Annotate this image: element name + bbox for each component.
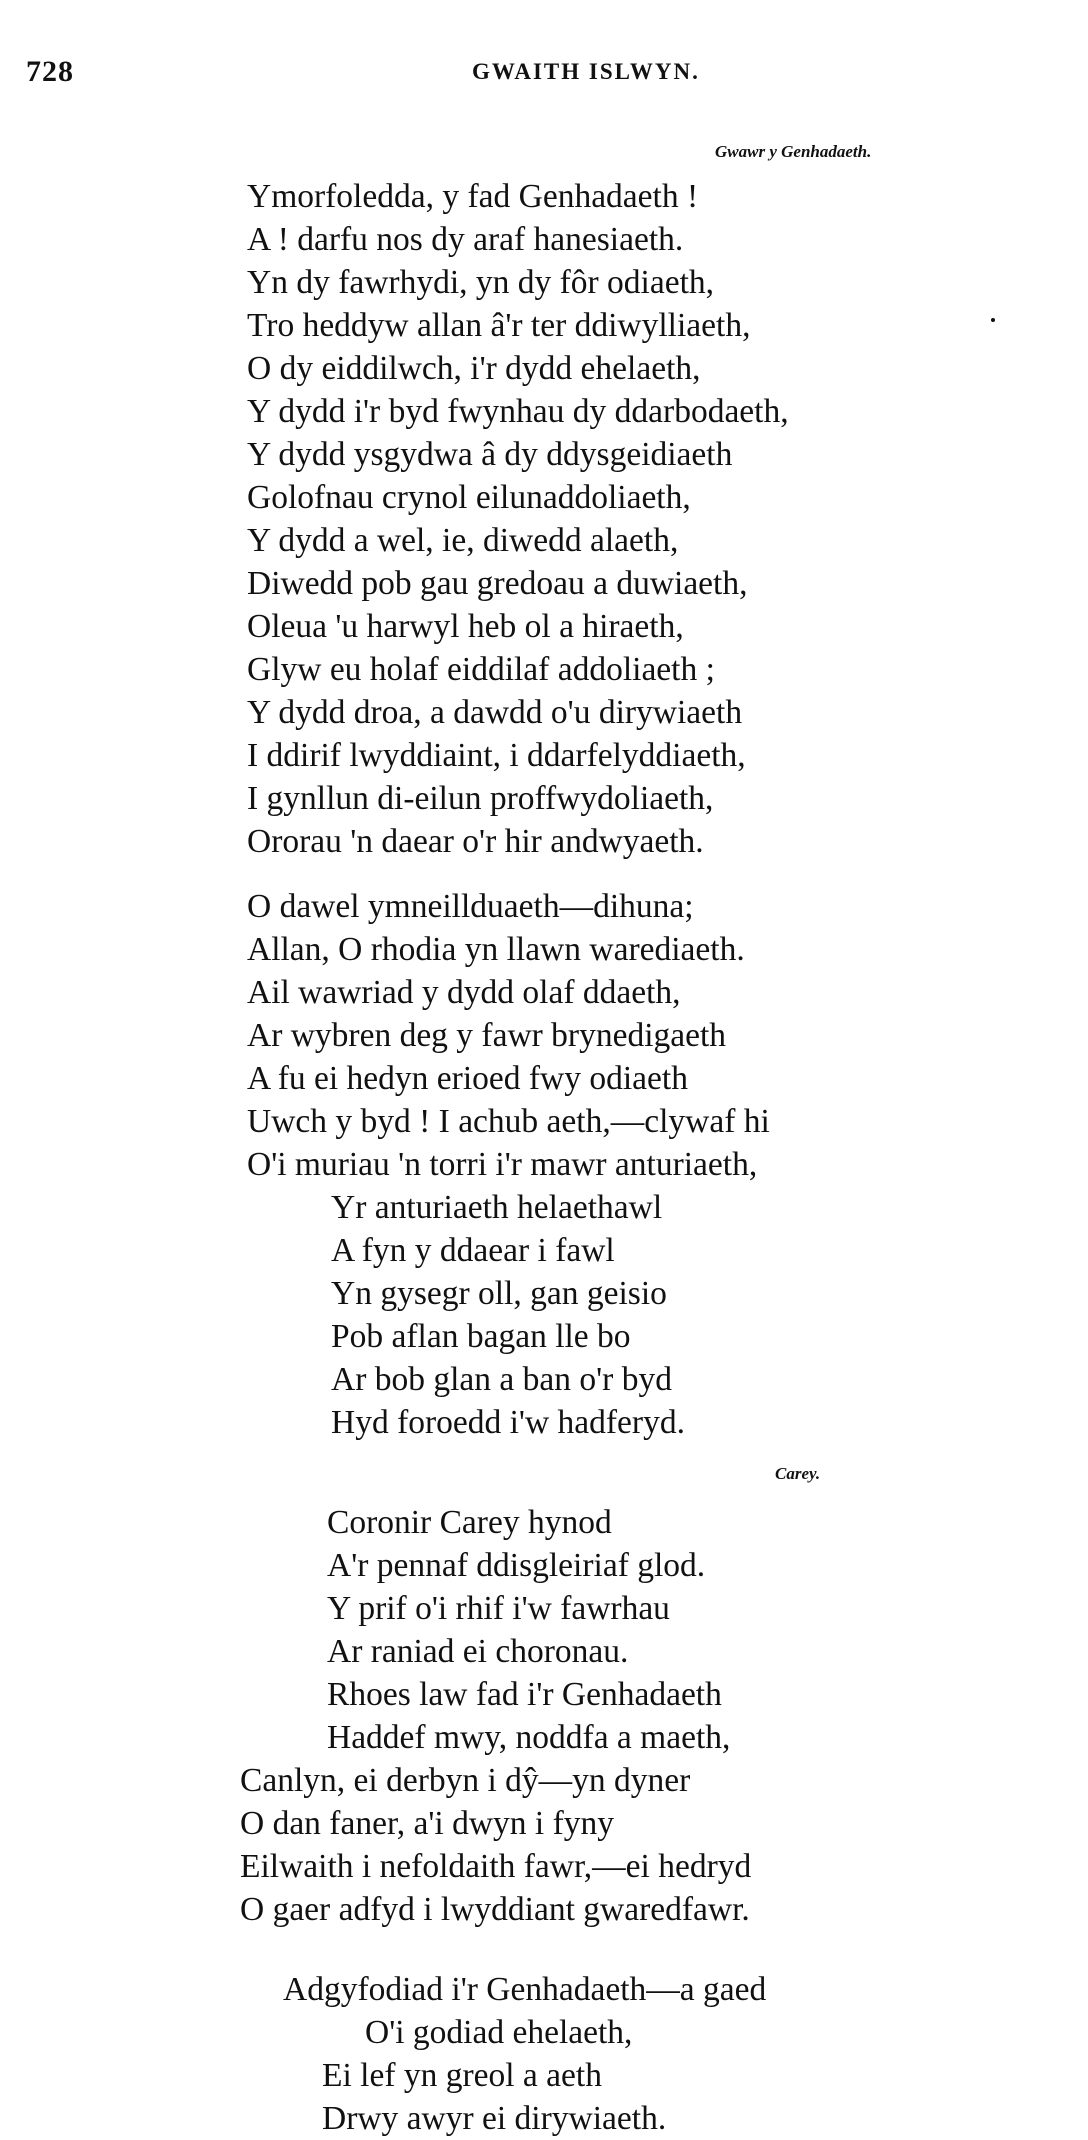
verse-line: Ororau 'n daear o'r hir andwyaeth. [247, 823, 704, 860]
section-heading-carey: Carey. [775, 1464, 821, 1483]
verse-line: Y prif o'i rhif i'w fawrhau [327, 1590, 670, 1627]
verse-line: Coronir Carey hynod [327, 1504, 612, 1541]
verse-line: Ail wawriad y dydd olaf ddaeth, [247, 974, 681, 1011]
verse-line: Tro heddyw allan â'r ter ddiwylliaeth, [247, 307, 751, 344]
verse-line: A fyn y ddaear i fawl [331, 1232, 615, 1269]
verse-line: O gaer adfyd i lwyddiant gwaredfawr. [240, 1891, 750, 1928]
verse-line: Pob aflan bagan lle bo [331, 1318, 631, 1355]
verse-line: Canlyn, ei derbyn i dŷ—yn dyner [240, 1762, 691, 1799]
verse-line: Drwy awyr ei dirywiaeth. [322, 2100, 667, 2137]
verse-line: Eilwaith i nefoldaith fawr,—ei hedryd [240, 1848, 752, 1885]
ink-speck [991, 318, 995, 322]
verse-line: Rhoes law fad i'r Genhadaeth [327, 1676, 722, 1713]
verse-line: Ymorfoledda, y fad Genhadaeth ! [247, 178, 699, 215]
verse-line: Golofnau crynol eilunaddoliaeth, [247, 479, 691, 516]
verse-line: Yr anturiaeth helaethawl [331, 1189, 663, 1226]
verse-line: Ar raniad ei choronau. [327, 1633, 629, 1670]
verse-line: Haddef mwy, noddfa a maeth, [327, 1719, 731, 1756]
verse-line: Ei lef yn greol a aeth [322, 2057, 602, 2094]
verse-line: O dawel ymneillduaeth—dihuna; [247, 888, 694, 925]
verse-line: I ddirif lwyddiaint, i ddarfelyddiaeth, [247, 737, 746, 774]
verse-line: A'r pennaf ddisgleiriaf glod. [327, 1547, 706, 1584]
verse-line: Oleua 'u harwyl heb ol a hiraeth, [247, 608, 684, 645]
page-header [0, 55, 1088, 95]
verse-line: Uwch y byd ! I achub aeth,—clywaf hi [247, 1103, 770, 1140]
verse-line: Y dydd ysgydwa â dy ddysgeidiaeth [247, 436, 733, 473]
verse-line: Hyd foroedd i'w hadferyd. [331, 1404, 685, 1441]
verse-line: A ! darfu nos dy araf hanesiaeth. [247, 221, 684, 258]
verse-line: Allan, O rhodia yn llawn warediaeth. [247, 931, 745, 968]
page-number: 728 [26, 55, 74, 88]
verse-line: Diwedd pob gau gredoau a duwiaeth, [247, 565, 748, 602]
running-title: GWAITH ISLWYN. [472, 59, 700, 84]
verse-line: Y dydd droa, a dawdd o'u dirywiaeth [247, 694, 743, 731]
verse-line: O'i muriau 'n torri i'r mawr anturiaeth, [247, 1146, 758, 1183]
verse-line: O'i godiad ehelaeth, [365, 2014, 633, 2051]
verse-line: O dan faner, a'i dwyn i fyny [240, 1805, 615, 1842]
verse-line: Ar wybren deg y fawr brynedigaeth [247, 1017, 727, 1054]
verse-line: Yn dy fawrhydi, yn dy fôr odiaeth, [247, 264, 715, 301]
verse-line: Ar bob glan a ban o'r byd [331, 1361, 672, 1398]
verse-line: I gynllun di-eilun proffwydoliaeth, [247, 780, 714, 817]
verse-line: A fu ei hedyn erioed fwy odiaeth [247, 1060, 688, 1097]
verse-line: O dy eiddilwch, i'r dydd ehelaeth, [247, 350, 701, 387]
verse-line: Glyw eu holaf eiddilaf addoliaeth ; [247, 651, 715, 688]
verse-line: Yn gysegr oll, gan geisio [331, 1275, 667, 1312]
verse-line: Adgyfodiad i'r Genhadaeth—a gaed [283, 1971, 767, 2008]
verse-line: Y dydd i'r byd fwynhau dy ddarbodaeth, [247, 393, 789, 430]
verse-line: Y dydd a wel, ie, diwedd alaeth, [247, 522, 679, 559]
section-heading-gwawr: Gwawr y Genhadaeth. [715, 142, 872, 161]
